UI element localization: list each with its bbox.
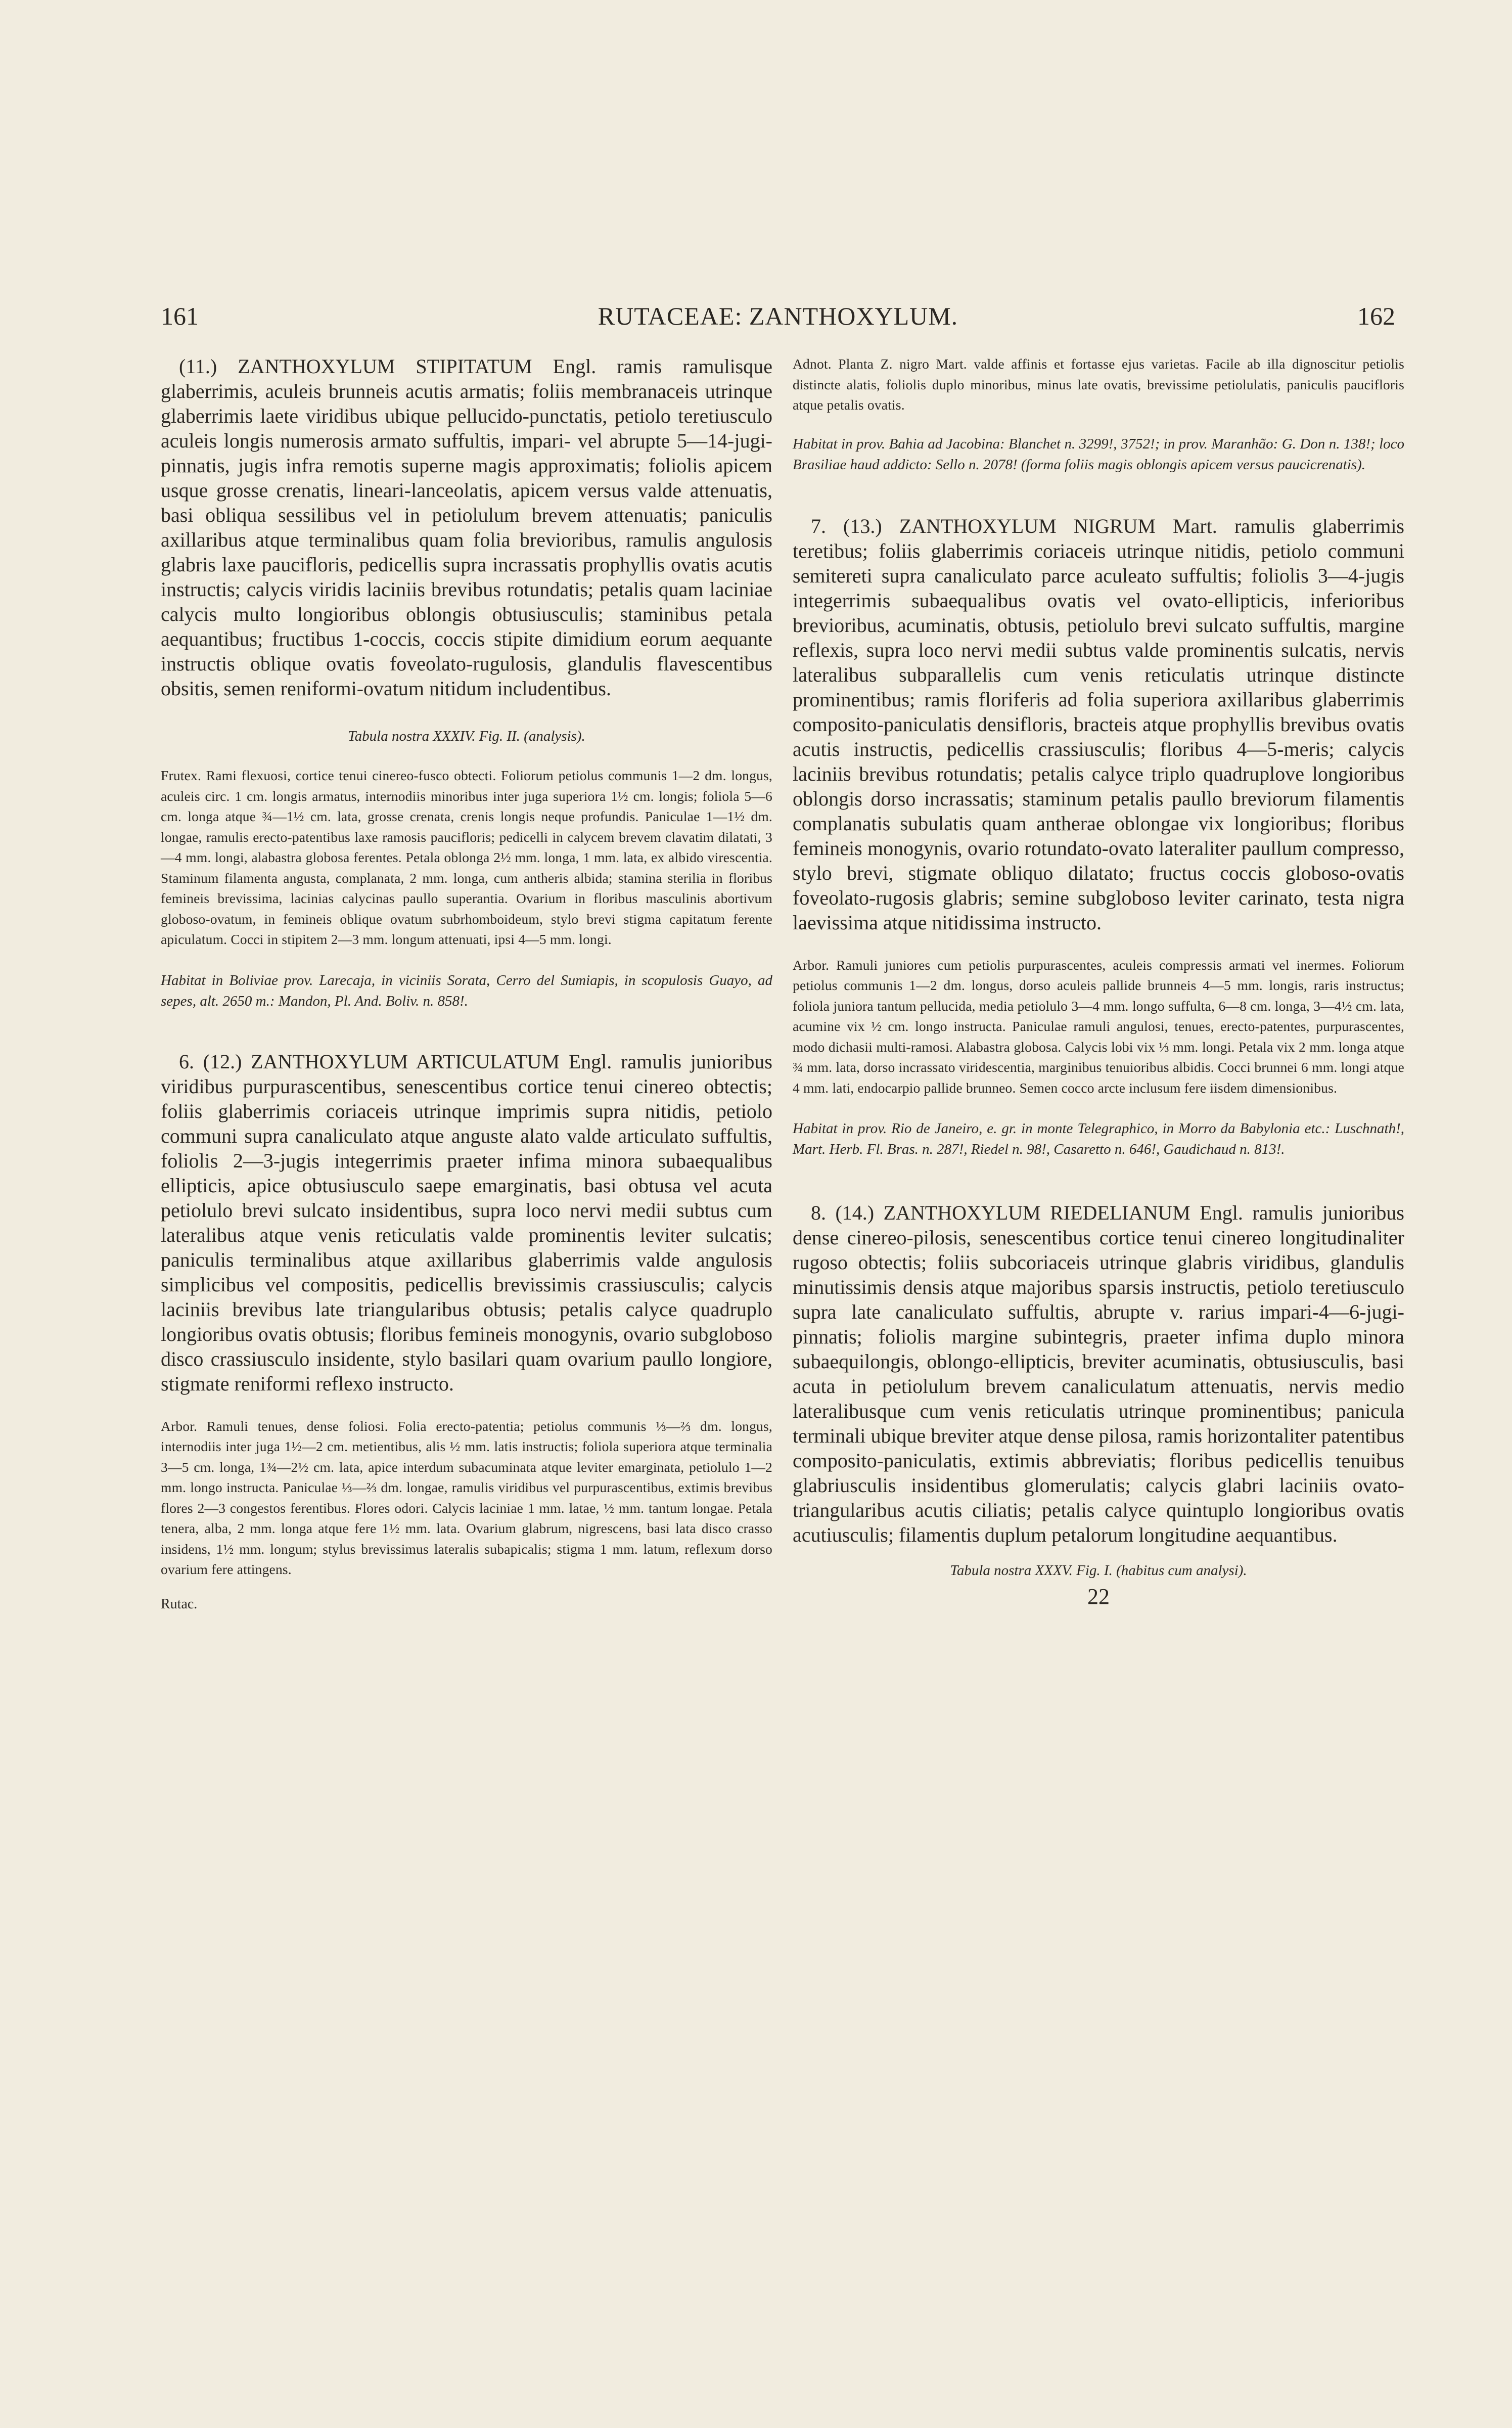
running-title: RUTACEAE: ZANTHOXYLUM. bbox=[598, 302, 958, 330]
species-description-stipitatum: (11.) ZANTHOXYLUM STIPITATUM Engl. ramis ramulisque glaberrimis, aculeis brunneis acutis armatis; foliis membranaceis utrinque glaberrimis laete viridibus ubique pellucido-punctatis, petiolo teretiusculo aculeis longis numerosis armato suffultis, impari- vel abrupte 5—14-jugi-pinnatis, jugis infra remotis superne magis approximatis; foliolis apicem usque grosse crenatis, lineari-lanceolatis, apicem versus valde attenuatis, basi obliqua sessilibus vel in petiolulum brevem attenuatis; paniculis axillaribus atque terminalibus quam folia brevioribus, ramulis angulosis glabris laxe paucifloris, pedicellis supra incrassatis prophyllis ovatis acutis instructis; calycis viridis laciniis brevibus rotundatis; petalis quam laciniae calycis multo longioribus oblongis obtusiusculis; staminibus petala aequantibus; fructibus 1-coccis, coccis stipite dimidium eorum aequante instructis oblique ovatis foveolato-rugulosis, glandulis flavescentibus obsitis, semen reniformi-ovatum nitidum includentibus. bbox=[161, 355, 772, 700]
plate-reference: Tabula nostra XXXIV. Fig. II. (analysis). bbox=[348, 728, 585, 744]
species-description-riedelianum: 8. (14.) ZANTHOXYLUM RIEDELIANUM Engl. ramulis junioribus dense cinereo-pilosis, senescentibus cortice tenui cinereo longitudinaliter rugoso obtectis; foliis subcoriaceis utrinque glabris viridibus, glandulis minutissimis densis atque majoribus sparsis instructis, petiolo teretiusculo supra late canaliculato suffultis, abrupte v. rarius impari-4—6-jugi-pinnatis; foliolis margine subintegris, praeter infima duplo minora subaequilongis, oblongo-ellipticis, breviter acuminatis, obtusiusculis, basi acuta in petiolulum brevem canaliculatum attenuatis, nervis medio lateralibusque cum venis reticulatis utrinque prominentibus; panicula terminali ubique breviter atque dense pilosa, ramis horizontaliter patentibus composito-paniculatis, extimis abbreviatis; floribus pedicellis tenuibus glabriusculis insidentibus glomerulatis; calycis glabri laciniis ovato-triangularibus acutis ciliatis; petalis calyce quintuplo longioribus ovatis acutiusculis; filamentis duplum petalorum longitudine aequantibus. bbox=[793, 1201, 1404, 1546]
left-column bbox=[161, 354, 772, 1614]
page-number-right: 162 bbox=[1357, 302, 1395, 330]
right-column bbox=[793, 354, 1404, 1609]
habitat-nigrum: Habitat in prov. Rio de Janeiro, e. gr. in monte Telegraphico, in Morro da Babylonia etc.: Luschnath!, Mart. Herb. Fl. Bras. n. 287!, Riedel n. 98!, Casaretto n. 646!, Gaudichaud n. 813!. bbox=[793, 1120, 1404, 1157]
habitat-stipitatum: Habitat in Boliviae prov. Larecaja, in viciniis Sorata, Cerro del Sumiapis, in scopulosis Guayo, ad sepes, alt. 2650 m.: Mandon, Pl. And. Boliv. n. 858!. bbox=[161, 972, 772, 1009]
detailed-description-stipitatum: Frutex. Rami flexuosi, cortice tenui cinereo-fusco obtecti. Foliorum petiolus communis 1—2 dm. longus, aculeis circ. 1 cm. longis armatus, internodiis minoribus inter juga superiora 1½ cm. longis; foliola 5—6 cm. longa atque ¾—1½ cm. lata, grosse crenata, crenis longis neque profundis. Paniculae 1—1½ dm. longae, ramulis erecto-patentibus laxe ramosis paucifloris; pedicelli in calycem brevem clavatim dilatati, 3—4 mm. longi, alabastra globosa ferentes. Petala oblonga 2½ mm. longa, 1 mm. lata, ex albido virescentia. Staminum filamenta angusta, complanata, 2 mm. longa, cum antheris albida; stamina sterilia in floribus femineis brevissima, lacinias calycinas paullo superantia. Ovarium in floribus masculinis abortivum globoso-ovatum, in femineis oblique ovatum subrhomboideum, stylo brevi stigma capitatum ferente apiculatum. Cocci in stipitem 2—3 mm. longum attenuati, ipsi 4—5 mm. longi. bbox=[161, 768, 772, 947]
detailed-description-articulatum: Arbor. Ramuli tenues, dense foliosi. Folia erecto-patentia; petiolus communis ⅓—⅔ dm. longus, internodiis inter juga 1½—2 cm. metientibus, alis ½ mm. latis instructis; foliola superiora atque terminalia 3—5 cm. longa, 1¾—2½ cm. lata, apice interdum subacuminata atque leviter emarginata, petiolulo 1—2 mm. longo instructa. Paniculae ⅓—⅔ dm. longae, ramulis viridibus vel purpurascentibus, extimis brevibus flores 2—3 congestos ferentibus. Flores odori. Calycis laciniae 1 mm. latae, ½ mm. tantum longae. Petala tenera, alba, 2 mm. longa atque fere 1½ mm. lata. Ovarium glabrum, nigrescens, basi lata disco crasso insidens, 1½ mm. longum; stylus brevissimus lateralis subapicalis; stigma 1 mm. latum, reflexum dorso ovarium fere attingens. bbox=[161, 1418, 772, 1577]
running-header bbox=[161, 301, 1395, 342]
species-description-articulatum: 6. (12.) ZANTHOXYLUM ARTICULATUM Engl. ramulis junioribus viridibus purpurascentibus, senescentibus cortice tenui cinereo obtectis; foliis glaberrimis coriaceis utrinque imprimis supra nitidis, petiolo communi supra canaliculato atque anguste alato valde articulato suffultis, foliolis 2—3-jugis integerrimis praeter infima minora subaequalibus ellipticis, apice obtusiusculo saepe emarginatis, basi obtusa vel acuta petiolulo brevi sulcato insidentibus, supra loco nervi medii subtus cum lateralibus atque venis reticulatis valde prominentis leviter sulcatis; paniculis terminalibus atque axillaribus glaberrimis valde angulosis simplicibus vel compositis, pedicellis brevissimis crassiusculis; calycis laciniis brevibus late triangularibus obtusis; petalis calyce quadruplo longioribus ovatis obtusis; floribus femineis monogynis, ovario subgloboso disco crassiusculo insidente, stylo basilari quam ovarium paullo longiore, stigmate reniformi reflexo instructo. bbox=[161, 1050, 772, 1395]
habitat-articulatum: Habitat in prov. Bahia ad Jacobina: Blanchet n. 3299!, 3752!; in prov. Maranhão: G. Don n. 138!; loco Brasiliae haud addicto: Sello n. 2078! (forma foliis magis oblongis apicem versus paucicrenatis). bbox=[793, 435, 1404, 473]
detailed-description-nigrum: Arbor. Ramuli juniores cum petiolis purpurascentes, aculeis compressis armati vel inermes. Foliorum petiolus communis 1—2 dm. longus, dorso aculeis pallide brunneis 4—5 mm. longis, raris instructus; foliola juniora tantum pellucida, media petiolulo 3—4 mm. longo suffulta, 6—8 cm. longa, 3—4½ cm. lata, acumine vix ½ cm. longo instructa. Paniculae ramuli angulosi, tenues, erecto-patentes, purpurascentes, modo dichasii multi-ramosi. Alabastra globosa. Calycis lobi vix ⅓ mm. longi. Petala vix 2 mm. longa atque ¾ mm. lata, dorso incrassato viridescentia, marginibus tenuioribus albidis. Cocci brunnei 6 mm. longi atque 4 mm. lati, endocarpio pallide brunneo. Semen cocco arcte inclusum fere iisdem dimensionibus. bbox=[793, 957, 1404, 1096]
signature-mark: Rutac. bbox=[161, 1596, 198, 1612]
species-description-nigrum: 7. (13.) ZANTHOXYLUM NIGRUM Mart. ramulis glaberrimis teretibus; foliis glaberrimis coriaceis utrinque nitidis, petiolo communi semitereti supra canaliculato parce aculeato suffultis; foliolis 3—4-jugis integerrimis subaequalibus ovatis vel ovato-ellipticis, inferioribus brevioribus, acuminatis, obtusis, petiolulo brevi sulcato suffultis, margine reflexis, supra loco nervi medii subtus valde prominentis sulcatis, nervis lateralibus subparallelis cum venis reticulatis utrinque distincte prominentibus; ramis floriferis ad folia superiora axillaribus glaberrimis composito-paniculatis densifloris, bracteis atque prophyllis brevibus ovatis acutis instructis, pedicellis crassiusculis; floribus 4—5-meris; calycis laciniis brevibus rotundatis; petalis calyce triplo quadruplove longioribus oblongis dorso incrassatis; staminum petalis paullo breviorum filamentis complanatis subulatis quam antherae oblongae vix longioribus; floribus femineis monogynis, ovario rotundato-ovato lateraliter paullum compresso, stylo brevi, stigmate obliquo dilatato; fructus coccis globoso-ovatis foveolato-rugosis glabris; semine subgloboso leviter carinato, testa nigra laevissima atque nitidissima instructo. bbox=[793, 514, 1404, 934]
page-number-left: 161 bbox=[161, 302, 199, 330]
plate-reference-riedelianum: Tabula nostra XXXV. Fig. I. (habitus cum analysi). bbox=[950, 1562, 1247, 1579]
folio-number: 22 bbox=[1087, 1584, 1110, 1609]
adnotation-articulatum: Adnot. Planta Z. nigro Mart. valde affinis et fortasse ejus varietas. Facile ab illa dignoscitur petiolis distincte alatis, foliolis duplo minoribus, minus late ovatis, brevissime petiolulatis, paniculis paucifloris atque petalis ovatis. bbox=[793, 356, 1404, 413]
